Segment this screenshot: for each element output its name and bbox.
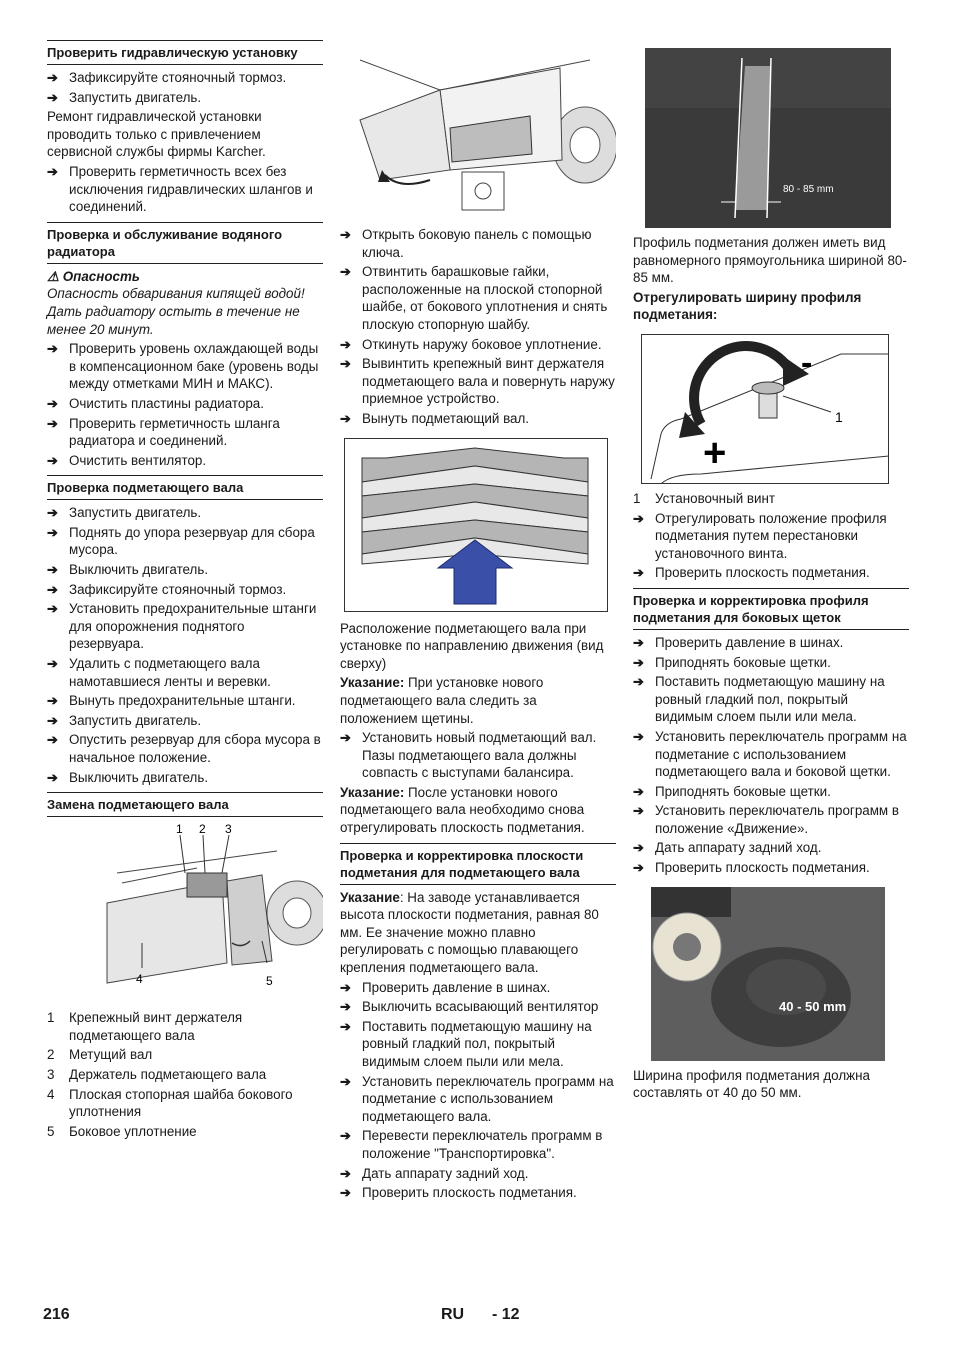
danger-text: Опасность обваривания кипящей водой! Дать радиатору остыть в течение не менее 20 минут. [47, 286, 305, 337]
arrow-icon: ➔ [47, 581, 58, 597]
instruction: ➔ Зафиксируйте стояночный тормоз. [47, 70, 287, 85]
instruction: ➔ Вынуть предохранительные штанги. [47, 693, 296, 709]
note: Указание: При установке нового подметающего вала следить за положением щетины. [340, 675, 544, 726]
instruction: ➔ Очистить вентилятор. [47, 452, 207, 468]
arrow-icon: ➔ [47, 341, 58, 357]
instruction: ➔ Выключить двигатель. [47, 769, 209, 785]
warning-icon: ⚠ [47, 268, 60, 284]
instruction: ➔ Очистить пластины радиатора. [47, 395, 264, 411]
section-title: Проверка подметающего вала [47, 475, 323, 500]
fig-label-3: 3 [225, 823, 232, 837]
section-title: Проверка и корректировка профиля подметания для боковых щеток [633, 588, 909, 630]
arrow-icon: ➔ [47, 656, 58, 672]
plus-sign: + [703, 430, 727, 475]
arrow-icon: ➔ [633, 728, 644, 744]
subheading: Отрегулировать ширину профиля подметания: [633, 289, 862, 323]
arrow-icon: ➔ [340, 1073, 351, 1089]
arrow-icon: ➔ [340, 356, 351, 372]
arrow-icon: ➔ [47, 601, 58, 617]
arrow-icon: ➔ [47, 70, 58, 85]
instruction: ➔ Проверить уровень охлаждающей воды в компенсационном баке (уровень воды между отметками МИН и МАКС). [47, 341, 319, 392]
section-title: Проверка и корректировка плоскости подметания для подметающего вала [340, 843, 616, 885]
instruction: ➔ Отрегулировать положение профиля подметания путем перестановки установочного винта. [633, 510, 887, 561]
arrow-icon: ➔ [633, 840, 644, 856]
instruction: ➔ Поставить подметающую машину на ровный гладкий пол, покрытый видимым слоем пыли или мела. [633, 674, 885, 725]
instruction: ➔ Проверить герметичность всех без исключения гидравлических шлангов и соединений. [47, 163, 313, 215]
instruction: ➔ Выключить всасывающий вентилятор [340, 999, 599, 1015]
arrow-icon: ➔ [340, 979, 351, 995]
instruction: ➔ Вывинтить крепежный винт держателя подметающего вала и повернуть наружу приемное устройство. [340, 356, 615, 407]
instruction: ➔ Установить новый подметающий вал. Пазы подметающего вала должны совпасть с выступами балансира. [340, 730, 597, 781]
legend-item: 3 Держатель подметающего вала [47, 1066, 267, 1082]
arrow-icon: ➔ [47, 415, 58, 431]
legend-item: 1 Крепежный винт держателя подметающего вала [47, 1010, 243, 1043]
arrow-icon: ➔ [340, 227, 351, 242]
page-number: 216 [43, 1306, 70, 1323]
sub-page-number: - 12 [492, 1306, 520, 1323]
legend-item: 2 Метущий вал [47, 1047, 153, 1063]
instruction: ➔ Запустить двигатель. [47, 89, 202, 105]
instruction: ➔ Перевести переключатель программ в положение "Транспортировка". [340, 1128, 603, 1161]
paragraph: Профиль подметания должен иметь вид равномерного прямоугольника шириной 80-85 мм. [633, 235, 907, 286]
instruction: ➔ Дать аппарату задний ход. [633, 840, 822, 856]
danger-heading: ⚠ Опасность [47, 268, 140, 284]
figure-caption: Расположение подметающего вала при установке по направлению движения (вид сверху) [340, 620, 604, 671]
fig-label-2: 2 [199, 823, 206, 837]
instruction: ➔ Проверить давление в шинах. [340, 979, 551, 995]
section-title: Замена подметающего вала [47, 792, 323, 817]
instruction: ➔ Проверить плоскость подметания. [633, 565, 870, 581]
minus-sign: - [801, 343, 813, 382]
instruction: ➔ Проверить плоскость подметания. [633, 860, 870, 876]
arrow-icon: ➔ [47, 712, 58, 728]
column-2 [340, 50, 616, 1204]
arrow-icon: ➔ [47, 732, 58, 748]
fig-label-1: 1 [176, 823, 183, 837]
instruction: ➔ Приподнять боковые щетки. [633, 654, 831, 670]
arrow-icon: ➔ [633, 674, 644, 690]
instruction: ➔ Вынуть подметающий вал. [340, 410, 530, 426]
arrow-icon: ➔ [47, 452, 58, 468]
arrow-icon: ➔ [47, 562, 58, 578]
measurement-label: 40 - 50 mm [779, 998, 847, 1014]
arrow-icon: ➔ [47, 524, 58, 540]
section-title: Проверить гидравлическую установку [47, 40, 323, 65]
legend-item: 1 Установочный винт [633, 490, 776, 506]
instruction: ➔ Проверить герметичность шланга радиатора и соединений. [47, 415, 280, 449]
arrow-icon: ➔ [633, 803, 644, 819]
fig-label-5: 5 [266, 974, 273, 989]
note: Указание: На заводе устанавливается высота плоскости подметания, равная 80 мм. Ее значение можно плавно регулировать с помощью плавающего крепления подметающего вала. [340, 889, 599, 976]
arrow-icon: ➔ [47, 395, 58, 411]
arrow-icon: ➔ [340, 1018, 351, 1034]
section-title: Проверка и обслуживание водяного радиатора [47, 222, 323, 264]
arrow-icon: ➔ [340, 730, 351, 746]
arrow-icon: ➔ [47, 769, 58, 785]
paragraph: Ремонт гидравлической установки проводить только с привлечением сервисной службы фирмы Karcher. [47, 109, 266, 160]
instruction: ➔ Проверить давление в шинах. [633, 634, 844, 650]
instruction: ➔ Поднять до упора резервуар для сбора мусора. [47, 524, 315, 558]
brush-roller-diagram [47, 823, 323, 1003]
note: Указание: После установки нового подметающего вала необходимо снова отрегулировать плоскость подметания. [340, 784, 585, 836]
arrow-icon: ➔ [47, 89, 58, 105]
arrow-icon: ➔ [340, 264, 351, 280]
legend-item: 4 Плоская стопорная шайба бокового уплотнения [47, 1086, 293, 1120]
arrow-icon: ➔ [340, 999, 351, 1015]
adjustment-screw-diagram [641, 334, 909, 484]
arrow-icon: ➔ [340, 1185, 351, 1201]
fig-label-1: 1 [835, 408, 843, 425]
arrow-icon: ➔ [47, 693, 58, 709]
column-1 [47, 40, 323, 1142]
arrow-icon: ➔ [633, 654, 644, 670]
arrow-icon: ➔ [47, 505, 58, 521]
side-brush-photo [651, 887, 909, 1061]
arrow-icon: ➔ [340, 336, 351, 352]
arrow-icon: ➔ [633, 565, 644, 581]
sweep-profile-photo [645, 48, 909, 228]
paragraph: Ширина профиля подметания должна составлять от 40 до 50 мм. [633, 1067, 870, 1101]
instruction: ➔ Зафиксируйте стояночный тормоз. [47, 581, 287, 597]
instruction: ➔ Поставить подметающую машину на ровный гладкий пол, покрытый видимым слоем пыли или мела. [340, 1018, 592, 1069]
arrow-icon: ➔ [633, 510, 644, 526]
instruction: ➔ Открыть боковую панель с помощью ключа. [340, 227, 592, 260]
instruction: ➔ Откинуть наружу боковое уплотнение. [340, 336, 602, 352]
instruction: ➔ Запустить двигатель. [47, 712, 202, 728]
language-code: RU [441, 1306, 465, 1323]
arrow-icon: ➔ [633, 783, 644, 799]
instruction: ➔ Проверить плоскость подметания. [340, 1185, 577, 1201]
arrow-icon: ➔ [633, 634, 644, 650]
side-panel-diagram [340, 50, 616, 220]
roller-orientation-diagram [344, 438, 616, 612]
instruction: ➔ Отвинтить барашковые гайки, расположенные на плоской стопорной шайбе, от бокового уплотнения и снять плоскую стопорную шайбу. [340, 264, 608, 332]
instruction: ➔ Дать аппарату задний ход. [340, 1165, 529, 1181]
instruction: ➔ Установить предохранительные штанги для опорожнения поднятого резервуара. [47, 601, 317, 652]
arrow-icon: ➔ [340, 1165, 351, 1181]
arrow-icon: ➔ [633, 860, 644, 876]
legend-item: 5 Боковое уплотнение [47, 1123, 197, 1139]
instruction: ➔ Удалить с подметающего вала намотавшиеся ленты и веревки. [47, 656, 271, 689]
instruction: ➔ Установить переключатель программ на подметание с использованием подметающего вала и боковой щетки. [633, 728, 907, 780]
instruction: ➔ Установить переключатель программ на подметание с использованием подметающего вала. [340, 1073, 614, 1124]
measurement-label: 80 - 85 mm [783, 184, 834, 195]
instruction: ➔ Приподнять боковые щетки. [633, 783, 831, 799]
column-3 [633, 48, 909, 1104]
arrow-icon: ➔ [340, 1128, 351, 1144]
fig-label-4: 4 [136, 972, 143, 987]
arrow-icon: ➔ [47, 163, 58, 179]
arrow-icon: ➔ [340, 410, 351, 426]
instruction: ➔ Выключить двигатель. [47, 562, 209, 578]
instruction: ➔ Установить переключатель программ в положение «Движение». [633, 803, 899, 836]
instruction: ➔ Опустить резервуар для сбора мусора в начальное положение. [47, 732, 321, 765]
instruction: ➔ Запустить двигатель. [47, 505, 202, 521]
